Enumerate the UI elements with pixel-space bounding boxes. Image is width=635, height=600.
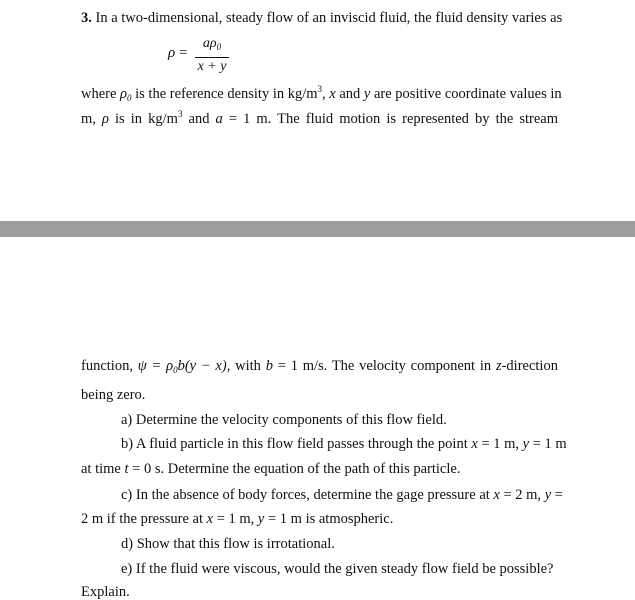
numerator-text: aρ (202, 36, 217, 51)
fraction-bar (195, 57, 229, 58)
problem-number: 3. (81, 10, 92, 26)
text: = 1 m (529, 436, 567, 452)
text: = 1 m, (477, 436, 523, 452)
equation-lhs (168, 45, 187, 62)
part-c-continued (81, 511, 393, 528)
text: where (81, 86, 121, 102)
text: and (182, 111, 216, 127)
var-x: x (493, 487, 500, 503)
part-a: a) Determine the velocity components of this flow field. (121, 412, 447, 428)
part-b (121, 436, 567, 453)
text: function, (81, 358, 138, 374)
superscript: 3 (317, 84, 323, 94)
numerator-subscript: 0 (216, 42, 222, 52)
text: = 1 m is atmospheric. (264, 511, 394, 527)
rho-symbol: ρ (120, 86, 128, 102)
text: are positive coordinate values in (370, 86, 562, 102)
units-line (81, 109, 558, 128)
var-t: t (124, 461, 129, 477)
rho-symbol: ρ (168, 45, 176, 61)
text: is the reference density in kg/m (131, 86, 318, 102)
var-y: y (363, 86, 371, 102)
equals-sign: = (178, 45, 188, 61)
text: and (335, 86, 364, 102)
function-line (81, 358, 558, 375)
text: , with (226, 358, 266, 374)
var-y: y (544, 487, 552, 503)
var-a: a (215, 111, 223, 127)
var-y: y (522, 436, 530, 452)
text: = 1 m, (213, 511, 258, 527)
problem-statement-intro (81, 10, 562, 27)
var-y: y (257, 511, 265, 527)
text: is in kg/m (108, 111, 178, 127)
var-z: z (495, 358, 502, 374)
psi-expression: ψ = ρ (137, 358, 174, 374)
text: = 0 s. Determine the equation of the path of this particle. (128, 461, 461, 477)
psi-expression-rest: b(y − x) (177, 358, 227, 374)
text: , (322, 86, 330, 102)
text: m, (81, 111, 102, 127)
text: = (551, 487, 563, 503)
rho-symbol: ρ (101, 111, 109, 127)
part-e: e) If the fluid were viscous, would the given steady flow field be possible? (121, 561, 554, 577)
being-zero-line: being zero. (81, 387, 146, 403)
text: at time (81, 461, 125, 477)
fraction-numerator (195, 36, 229, 55)
part-b-continued (81, 461, 460, 478)
where-line (81, 84, 562, 103)
text: b) A fluid particle in this flow field passes through the point (121, 436, 472, 452)
text: = 1 m/s. The velocity component in (272, 358, 496, 374)
var-b: b (265, 358, 273, 374)
subscript: 0 (173, 365, 178, 375)
var-x: x (329, 86, 336, 102)
fraction-denominator: x + y (197, 59, 227, 74)
text: = 2 m, (499, 487, 545, 503)
var-x: x (471, 436, 478, 452)
part-d: d) Show that this flow is irrotational. (121, 536, 335, 552)
superscript: 3 (177, 109, 183, 119)
part-c (121, 487, 563, 504)
text: -direction (501, 358, 558, 374)
explain-line-cutoff (81, 584, 130, 600)
explain-text: Explain. (81, 584, 130, 600)
text: 2 m if the pressure at (81, 511, 207, 527)
intro-text: In a two-dimensional, steady flow of an inviscid fluid, the fluid density varies as (95, 10, 563, 26)
text: c) In the absence of body forces, determine the gage pressure at (121, 487, 494, 503)
page-break-divider (0, 221, 635, 237)
text: = 1 m. The fluid motion is represented by the stream (222, 111, 559, 127)
density-fraction (195, 36, 229, 74)
subscript: 0 (127, 93, 132, 103)
var-x: x (206, 511, 214, 527)
